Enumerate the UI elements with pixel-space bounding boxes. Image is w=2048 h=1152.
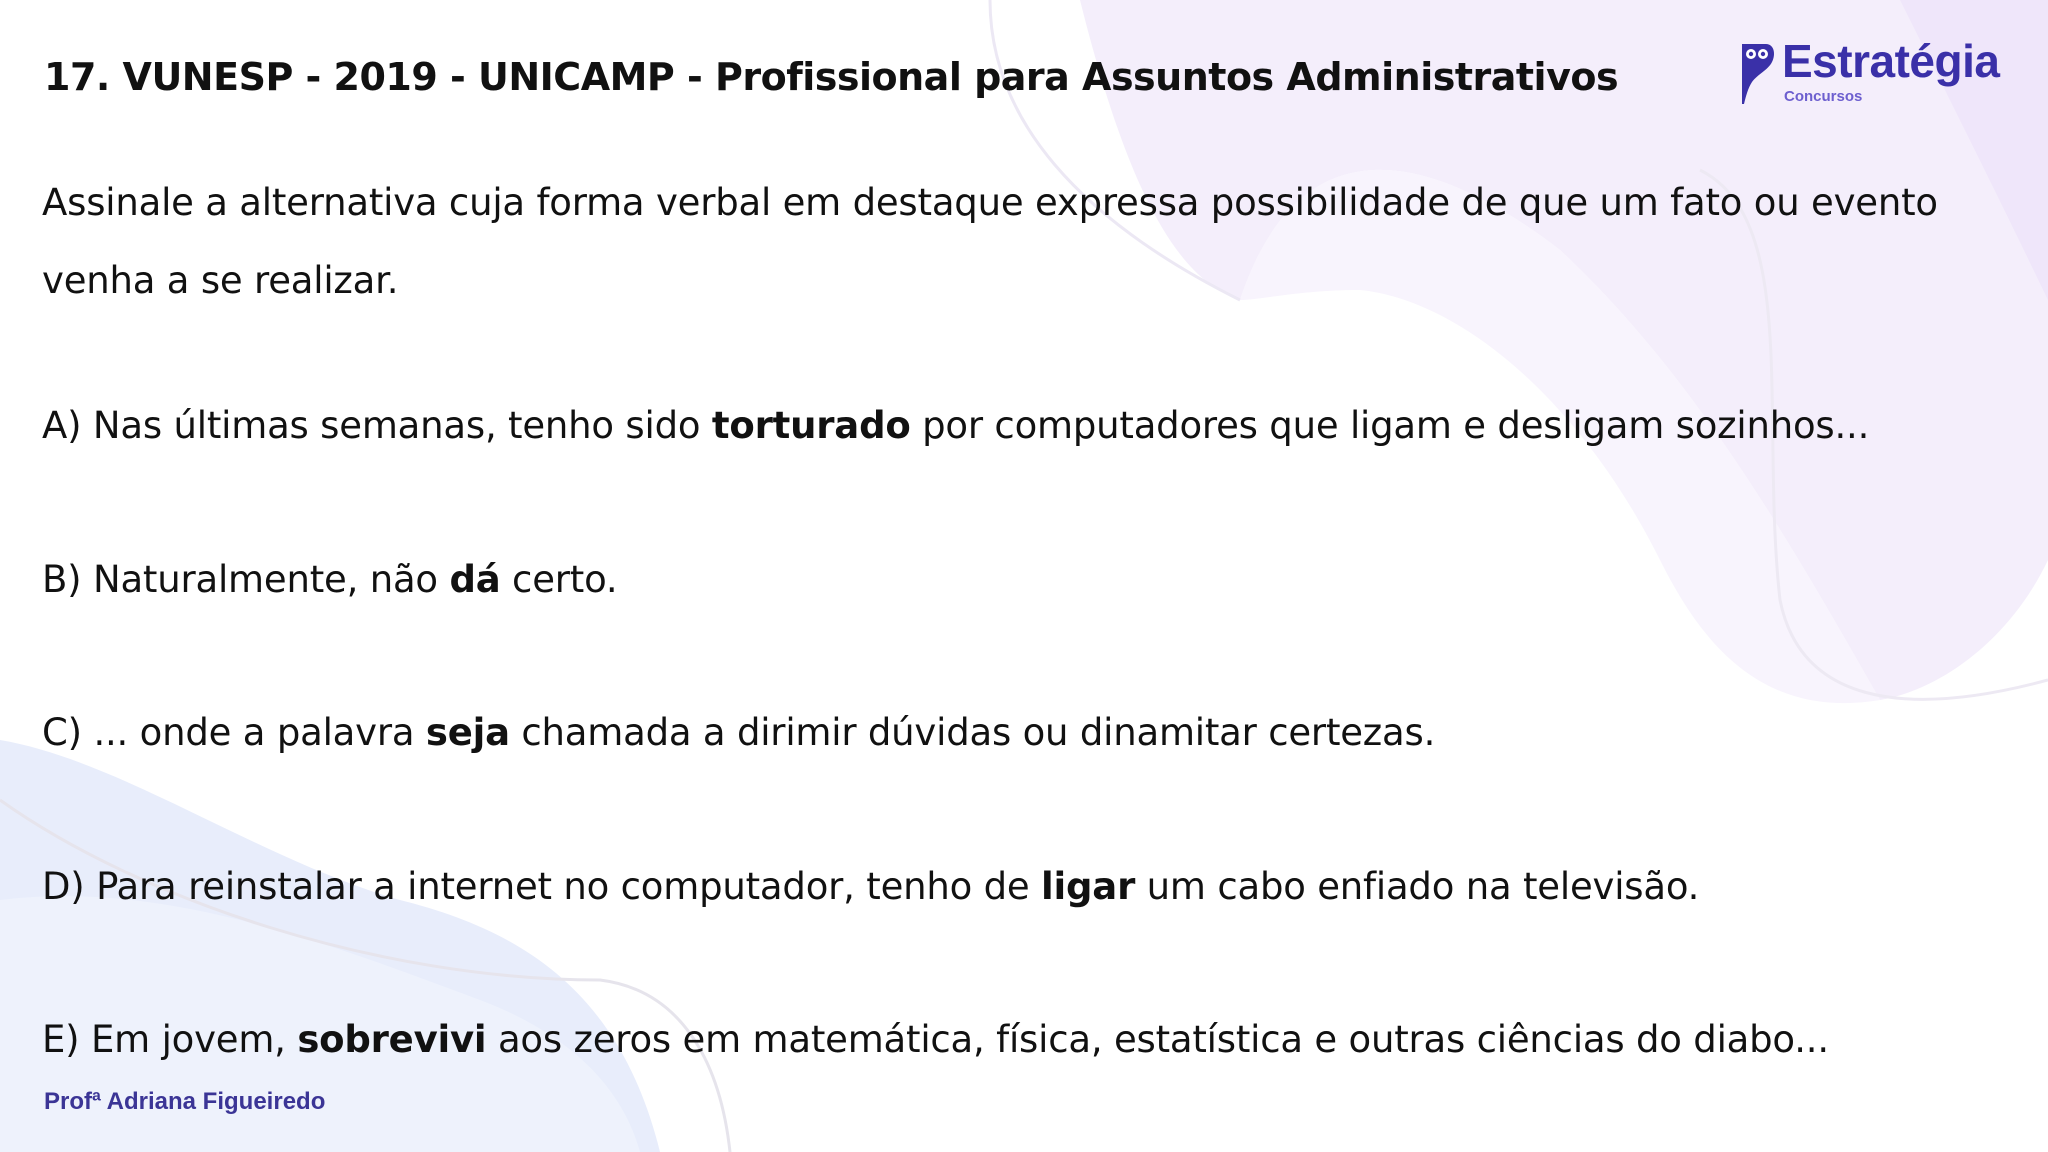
option-text: aos zeros em matemática, física, estatística e outras ciências do diabo... [486, 1018, 1829, 1061]
option-text: Nas últimas semanas, tenho sido [92, 404, 712, 447]
option-text: um cabo enfiado na televisão. [1135, 865, 1700, 908]
option-label: C) [42, 711, 82, 754]
question-text: Assinale a alternativa cuja forma verbal em destaque expressa possibilidade de que um fato ou evento venha a se realizar. [42, 181, 1938, 302]
option-a [42, 402, 1992, 450]
option-text: ... onde a palavra [93, 711, 426, 754]
option-text: certo. [500, 558, 618, 601]
owl-icon [1738, 40, 1778, 106]
option-label: E) [42, 1018, 80, 1061]
option-highlight: torturado [711, 404, 911, 447]
option-text: Naturalmente, não [92, 558, 450, 601]
author-footer: Profª Adriana Figueiredo [44, 1088, 326, 1115]
logo-subtitle: Concursos [1784, 88, 1863, 105]
logo-name: Estratégia [1782, 35, 2000, 87]
option-highlight: ligar [1041, 865, 1136, 908]
option-text: chamada a dirimir dúvidas ou dinamitar certezas. [509, 711, 1436, 754]
slide-title: 17. VUNESP - 2019 - UNICAMP - Profissional para Assuntos Administrativos [44, 55, 1619, 99]
option-text: por computadores que ligam e desligam sozinhos... [910, 404, 1870, 447]
option-c [42, 709, 1992, 757]
option-label: A) [42, 404, 82, 447]
option-text: Para reinstalar a internet no computador, tenho de [96, 865, 1042, 908]
estrategia-logo [1738, 35, 2000, 108]
option-e [42, 1016, 1992, 1064]
option-label: D) [42, 865, 85, 908]
option-highlight: dá [449, 558, 501, 601]
option-text: Em jovem, [90, 1018, 298, 1061]
option-b [42, 556, 1992, 604]
option-highlight: seja [425, 711, 510, 754]
option-highlight: sobrevivi [297, 1018, 487, 1061]
option-label: B) [42, 558, 82, 601]
option-d [42, 863, 1992, 911]
